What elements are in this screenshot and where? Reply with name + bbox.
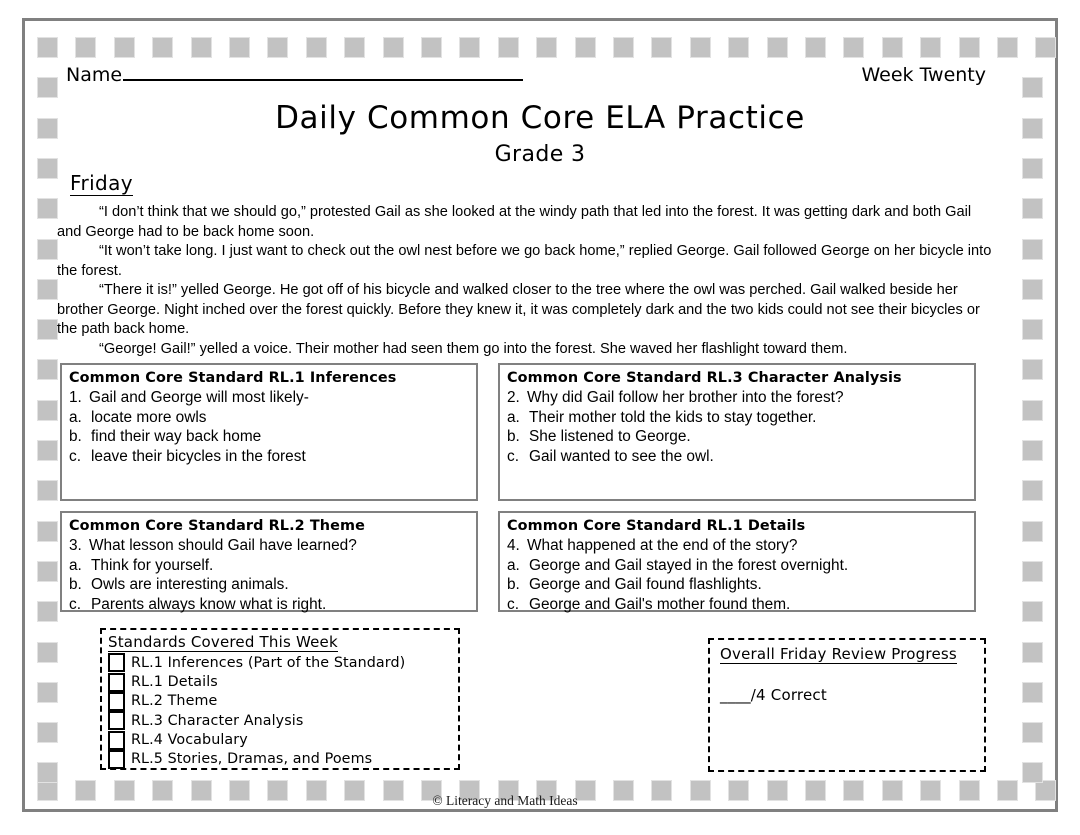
question-number: 4. (507, 537, 520, 554)
choice-letter: c. (69, 447, 81, 465)
question-stem (69, 388, 470, 408)
question-stem-text: Why did Gail follow her brother into the forest? (527, 389, 844, 406)
standard-checklist-item[interactable] (108, 750, 450, 769)
choice-letter: c. (507, 447, 519, 465)
week-label: Week Twenty (861, 64, 986, 86)
choice-text: Owls are interesting animals. (91, 576, 289, 593)
standards-covered-box (100, 628, 460, 770)
answer-choice[interactable] (507, 575, 968, 595)
question-stem (507, 388, 968, 408)
choice-letter: b. (507, 428, 520, 445)
choice-text: leave their bicycles in the forest (91, 447, 306, 465)
standard-checklist-item[interactable] (108, 730, 450, 749)
standard-checklist-label: RL.1 Details (131, 674, 218, 691)
answer-choice[interactable] (69, 575, 470, 595)
question-stem (69, 536, 470, 556)
choice-text: George and Gail found flashlights. (529, 576, 762, 593)
choice-letter: a. (69, 408, 82, 426)
question-number: 1. (69, 389, 82, 406)
answer-choice[interactable] (507, 595, 968, 615)
standards-covered-title: Standards Covered This Week (108, 633, 338, 651)
checkbox-icon[interactable] (108, 673, 125, 692)
grade-subtitle: Grade 3 (494, 142, 586, 167)
question-stem (507, 536, 968, 556)
header-row (66, 64, 986, 92)
question-box-3 (60, 511, 478, 612)
standard-heading: Common Core Standard RL.2 Theme (69, 518, 365, 534)
passage-paragraph: “It won’t take long. I just want to check out the owl nest before we go back home,” replied George. Gail followed George on her bicycle into the forest. (57, 243, 992, 279)
answer-choice[interactable] (507, 556, 968, 576)
passage-paragraph: “I don’t think that we should go,” protested Gail as she looked at the windy path that led into the forest. It was getting dark and both Gail and George had to be back home soon. (57, 204, 972, 240)
copyright-notice: © Literacy and Math Ideas (432, 793, 578, 808)
question-box-4 (498, 511, 976, 612)
question-box-1 (60, 363, 478, 501)
choice-letter: b. (507, 576, 520, 593)
question-number: 3. (69, 537, 82, 554)
choice-text: Think for yourself. (91, 556, 214, 574)
checkbox-icon[interactable] (108, 711, 125, 730)
choice-text: find their way back home (91, 428, 262, 445)
answer-choice[interactable] (69, 447, 470, 467)
standard-heading: Common Core Standard RL.1 Inferences (69, 370, 397, 386)
standard-checklist-label: RL.2 Theme (131, 693, 218, 710)
checkbox-icon[interactable] (108, 731, 125, 750)
standard-checklist-item[interactable] (108, 653, 450, 672)
page-title: Daily Common Core ELA Practice (275, 100, 805, 136)
name-label: Name (66, 64, 123, 86)
choice-text: Their mother told the kids to stay together. (529, 408, 817, 426)
answer-choice[interactable] (507, 427, 968, 447)
standard-heading: Common Core Standard RL.3 Character Analysis (507, 370, 902, 386)
standard-checklist-label: RL.5 Stories, Dramas, and Poems (131, 751, 373, 768)
standard-checklist-label: RL.1 Inferences (Part of the Standard) (131, 654, 406, 671)
standard-checklist-label: RL.4 Vocabulary (131, 732, 248, 749)
answer-choice[interactable] (69, 427, 470, 447)
name-write-line[interactable] (123, 65, 523, 81)
choice-letter: b. (69, 576, 82, 593)
choice-text: locate more owls (91, 408, 207, 426)
question-stem-text: What lesson should Gail have learned? (89, 537, 357, 554)
friday-review-progress-box (708, 638, 986, 772)
standard-checklist-item[interactable] (108, 711, 450, 730)
answer-choice[interactable] (507, 408, 968, 428)
choice-letter: b. (69, 428, 82, 445)
progress-score-line[interactable]: ____/4 Correct (720, 686, 827, 705)
choice-text: Parents always know what is right. (91, 595, 327, 613)
progress-title: Overall Friday Review Progress (720, 645, 957, 663)
question-box-2 (498, 363, 976, 501)
question-stem-text: Gail and George will most likely- (89, 389, 309, 406)
standard-checklist-label: RL.3 Character Analysis (131, 712, 304, 729)
standard-checklist-item[interactable] (108, 692, 450, 711)
answer-choice[interactable] (507, 447, 968, 467)
question-stem-text: What happened at the end of the story? (527, 537, 798, 554)
checkbox-icon[interactable] (108, 750, 125, 769)
answer-choice[interactable] (69, 408, 470, 428)
choice-text: George and Gail's mother found them. (529, 595, 791, 613)
choice-text: Gail wanted to see the owl. (529, 447, 714, 465)
choice-letter: a. (507, 408, 520, 426)
choice-text: George and Gail stayed in the forest overnight. (529, 556, 849, 574)
choice-letter: a. (69, 556, 82, 574)
choice-letter: a. (507, 556, 520, 574)
checkbox-icon[interactable] (108, 692, 125, 711)
standard-heading: Common Core Standard RL.1 Details (507, 518, 806, 534)
answer-choice[interactable] (69, 556, 470, 576)
checkbox-icon[interactable] (108, 653, 125, 672)
choice-text: She listened to George. (529, 428, 691, 445)
choice-letter: c. (507, 595, 519, 613)
passage-paragraph: “George! Gail!” yelled a voice. Their mother had seen them go into the forest. She waved her flashlight toward them. (99, 340, 848, 357)
question-number: 2. (507, 389, 520, 406)
passage-paragraph: “There it is!” yelled George. He got off of his bicycle and walked closer to the tree where the owl was perched. Gail walked beside her brother George. Night inched over the forest quickly. Before they knew it, it was completely dark and the two kids could not see their bicycles or the path back home. (57, 282, 980, 337)
answer-choice[interactable] (69, 595, 470, 615)
reading-passage (57, 203, 997, 359)
choice-letter: c. (69, 595, 81, 613)
standard-checklist-item[interactable] (108, 673, 450, 692)
day-heading: Friday (70, 171, 134, 195)
name-field-group (66, 64, 523, 86)
standards-checklist (108, 653, 450, 769)
